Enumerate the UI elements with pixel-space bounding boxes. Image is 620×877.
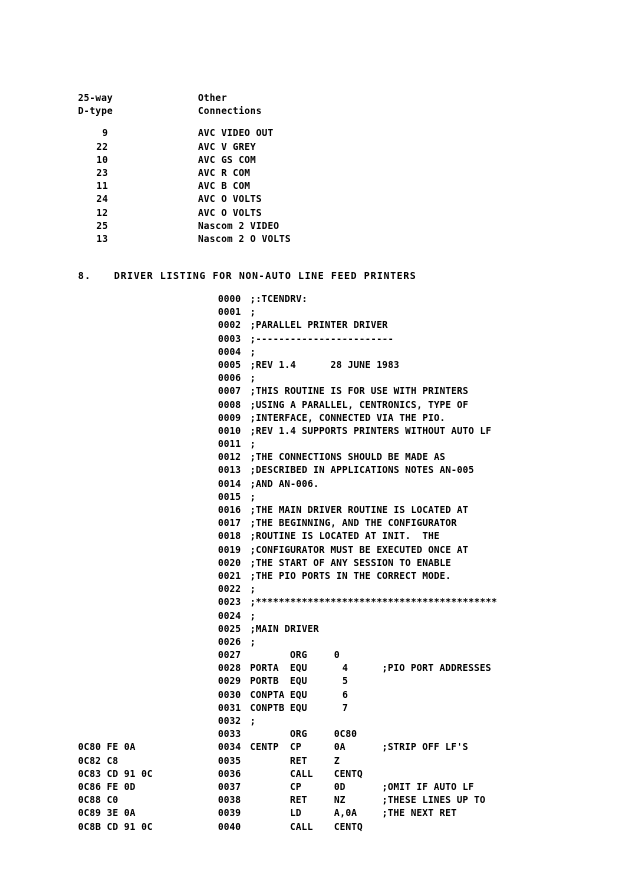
pinout-pin-number: 11 [96,181,108,193]
assembly-mnemonic: CP [290,742,302,754]
assembly-source-text: ; [250,584,256,596]
assembly-line-number: 0012 [218,452,241,464]
pinout-table [78,92,291,246]
assembly-line-number: 0000 [218,294,241,305]
assembly-source-text: ; [250,373,256,385]
assembly-line-number: 0014 [218,478,241,490]
assembly-label: CONPTA [250,689,285,701]
pinout-connection-label: AVC O VOLTS [198,207,262,219]
assembly-line-number: 0031 [218,702,241,714]
assembly-hex-bytes: 0C88 C0 [78,795,119,807]
assembly-line-number: 0022 [218,584,241,596]
pinout-connection-label: Nascom 2 O VOLTS [198,233,291,245]
pinout-row [78,127,291,140]
pinout-table-body [78,127,291,246]
assembly-line-number: 0039 [218,808,241,820]
pinout-pin-cell [78,127,198,140]
pinout-pin-number: 25 [96,220,108,232]
pinout-connection-label: Nascom 2 VIDEO [198,220,280,232]
assembly-line-number: 0009 [218,412,241,424]
pinout-pin-number: 23 [96,167,108,179]
assembly-operand: 0C80 [334,729,357,741]
assembly-line-number: 0036 [218,768,241,780]
pinout-connection-label: AVC V GREY [198,141,256,153]
pinout-header-connections-line2: Connections [198,106,262,118]
pinout-connection-label: AVC GS COM [198,154,256,166]
assembly-line-number: 0004 [218,346,241,358]
assembly-source-text: ; [250,716,256,727]
assembly-source-text: ;THE BEGINNING, AND THE CONFIGURATOR [250,518,457,530]
assembly-source-text: ;REV 1.4 28 JUNE 1983 [250,359,400,371]
assembly-mnemonic: EQU [290,663,308,675]
assembly-line-number: 0033 [218,729,241,741]
assembly-line-number: 0020 [218,557,241,569]
assembly-comment: ;STRIP OFF LF'S [382,742,469,754]
assembly-line-number: 0002 [218,320,241,332]
pinout-connection-label: AVC R COM [198,167,251,179]
assembly-source-text: ;THE MAIN DRIVER ROUTINE IS LOCATED AT [250,505,469,516]
pinout-pin-number: 10 [96,154,108,166]
pinout-row [78,154,291,167]
assembly-operand: 4 [342,663,348,675]
assembly-source-text: ;------------------------ [250,333,394,345]
pinout-row [78,167,291,180]
assembly-source-text: ; [250,307,256,319]
assembly-line-number: 0019 [218,544,241,556]
assembly-hex-bytes: 0C86 FE 0D [78,781,136,793]
assembly-label: CONPTB [250,702,285,714]
assembly-source-text: ;MAIN DRIVER [250,623,319,635]
pinout-table-spacer [78,118,291,127]
assembly-comment: ;THESE LINES UP TO [382,795,486,807]
assembly-comment: ;THE NEXT RET [382,808,457,820]
section-number: 8. [78,271,92,282]
pinout-pin-number: 9 [102,128,108,140]
assembly-source-text: ; [250,636,256,648]
assembly-source-text: ;CONFIGURATOR MUST BE EXECUTED ONCE AT [250,544,469,556]
assembly-hex-bytes: 0C83 CD 91 0C [78,768,153,780]
assembly-line-number: 0029 [218,676,241,688]
assembly-line-number: 0037 [218,781,241,793]
pinout-header-dtype-line1: 25-way [78,93,113,104]
assembly-mnemonic: EQU [290,702,308,714]
assembly-comment: ;OMIT IF AUTO LF [382,781,474,793]
assembly-mnemonic: CP [290,781,302,793]
assembly-label: PORTB [250,676,279,688]
assembly-operand: 0A [334,742,346,754]
assembly-line-number: 0001 [218,307,241,319]
assembly-line-number: 0026 [218,636,241,648]
assembly-line-number: 0040 [218,821,241,833]
pinout-pin-number: 24 [96,194,108,206]
assembly-line-number: 0024 [218,610,241,622]
assembly-mnemonic: RET [290,755,308,767]
assembly-hex-bytes: 0C82 C8 [78,755,119,767]
assembly-operand: CENTQ [334,768,363,780]
assembly-hex-bytes: 0C8B CD 91 0C [78,821,153,833]
pinout-pin-cell [78,233,198,246]
assembly-line-number: 0030 [218,689,241,701]
assembly-source-text: ; [250,346,256,358]
assembly-source-text: ;:TCENDRV: [250,294,308,305]
assembly-source-text: ;REV 1.4 SUPPORTS PRINTERS WITHOUT AUTO LF [250,425,492,437]
assembly-source-text: ;AND AN-006. [250,478,319,490]
pinout-row [78,180,291,193]
assembly-operand: 7 [342,702,348,714]
pinout-pin-cell [78,141,198,154]
assembly-hex-bytes: 0C80 FE 0A [78,742,136,754]
pinout-connection-label: AVC B COM [198,181,251,193]
assembly-source-text: ;USING A PARALLEL, CENTRONICS, TYPE OF [250,399,469,411]
assembly-source-text: ;THE CONNECTIONS SHOULD BE MADE AS [250,452,446,464]
assembly-operand: CENTQ [334,821,363,833]
assembly-line-number: 0016 [218,505,241,516]
pinout-pin-cell [78,207,198,220]
assembly-mnemonic: EQU [290,676,308,688]
assembly-source-text: ;ROUTINE IS LOCATED AT INIT. THE [250,531,440,543]
assembly-mnemonic: ORG [290,729,308,741]
assembly-line-number: 0010 [218,425,241,437]
assembly-source-text: ;PARALLEL PRINTER DRIVER [250,320,388,332]
assembly-source-text: ;THE START OF ANY SESSION TO ENABLE [250,557,452,569]
pinout-pin-number: 13 [96,233,108,245]
assembly-line-number: 0007 [218,386,241,398]
assembly-source-text: ; [250,491,256,503]
assembly-operand: 5 [342,676,348,688]
assembly-operand: NZ [334,795,346,807]
assembly-line-number: 0003 [218,333,241,345]
assembly-mnemonic: ORG [290,650,308,662]
assembly-operand: 0 [334,650,340,662]
assembly-line-number: 0017 [218,518,241,530]
pinout-pin-cell [78,220,198,233]
assembly-line-number: 0006 [218,373,241,385]
assembly-line-number: 0011 [218,439,241,451]
pinout-header-dtype-line2: D-type [78,106,113,118]
section-heading [78,271,417,282]
assembly-line-number: 0038 [218,795,241,807]
assembly-operand: Z [334,755,340,767]
pinout-pin-cell [78,180,198,193]
assembly-line-number: 0013 [218,465,241,477]
assembly-line-number: 0023 [218,597,241,609]
assembly-line-number: 0025 [218,623,241,635]
pinout-row [78,193,291,206]
assembly-source-text: ;THE PIO PORTS IN THE CORRECT MODE. [250,570,452,582]
pinout-row [78,207,291,220]
assembly-operand: 6 [342,689,348,701]
assembly-source-text: ; [250,439,256,451]
assembly-source-text: ; [250,610,256,622]
assembly-line-number: 0015 [218,491,241,503]
assembly-line-number: 0035 [218,755,241,767]
assembly-mnemonic: RET [290,795,308,807]
assembly-operand: 0D [334,781,346,793]
assembly-mnemonic: CALL [290,821,313,833]
assembly-mnemonic: CALL [290,768,313,780]
pinout-pin-cell [78,154,198,167]
assembly-source-text: ;INTERFACE, CONNECTED VIA THE PIO. [250,412,446,424]
pinout-row [78,141,291,154]
assembly-label: CENTP [250,742,279,754]
assembly-line-number: 0028 [218,663,241,675]
assembly-source-text: ;DESCRIBED IN APPLICATIONS NOTES AN-005 [250,465,475,477]
pinout-row [78,233,291,246]
assembly-line-number: 0032 [218,716,241,727]
assembly-line-number: 0008 [218,399,241,411]
assembly-mnemonic: LD [290,808,302,820]
pinout-table-header-row-1 [78,92,291,105]
pinout-table-header-row-2 [78,105,291,118]
assembly-source-text: ;THIS ROUTINE IS FOR USE WITH PRINTERS [250,386,469,398]
assembly-comment: ;PIO PORT ADDRESSES [382,663,492,675]
section-title: DRIVER LISTING FOR NON-AUTO LINE FEED PRINTERS [114,271,417,282]
assembly-line-number: 0027 [218,650,241,662]
assembly-line-number: 0005 [218,359,241,371]
assembly-source-text: ;****************************************** [250,597,498,609]
pinout-connection-label: AVC VIDEO OUT [198,128,274,140]
pinout-pin-number: 22 [96,141,108,153]
pinout-pin-cell [78,193,198,206]
assembly-label: PORTA [250,663,279,675]
assembly-line-number: 0018 [218,531,241,543]
pinout-row [78,220,291,233]
assembly-hex-bytes: 0C89 3E 0A [78,808,136,820]
assembly-mnemonic: EQU [290,689,308,701]
pinout-pin-number: 12 [96,207,108,219]
assembly-line-number: 0034 [218,742,241,754]
assembly-operand: A,0A [334,808,357,820]
assembly-line-number: 0021 [218,570,241,582]
pinout-pin-cell [78,167,198,180]
pinout-connection-label: AVC O VOLTS [198,194,262,206]
pinout-header-other-line1: Other [198,93,227,104]
